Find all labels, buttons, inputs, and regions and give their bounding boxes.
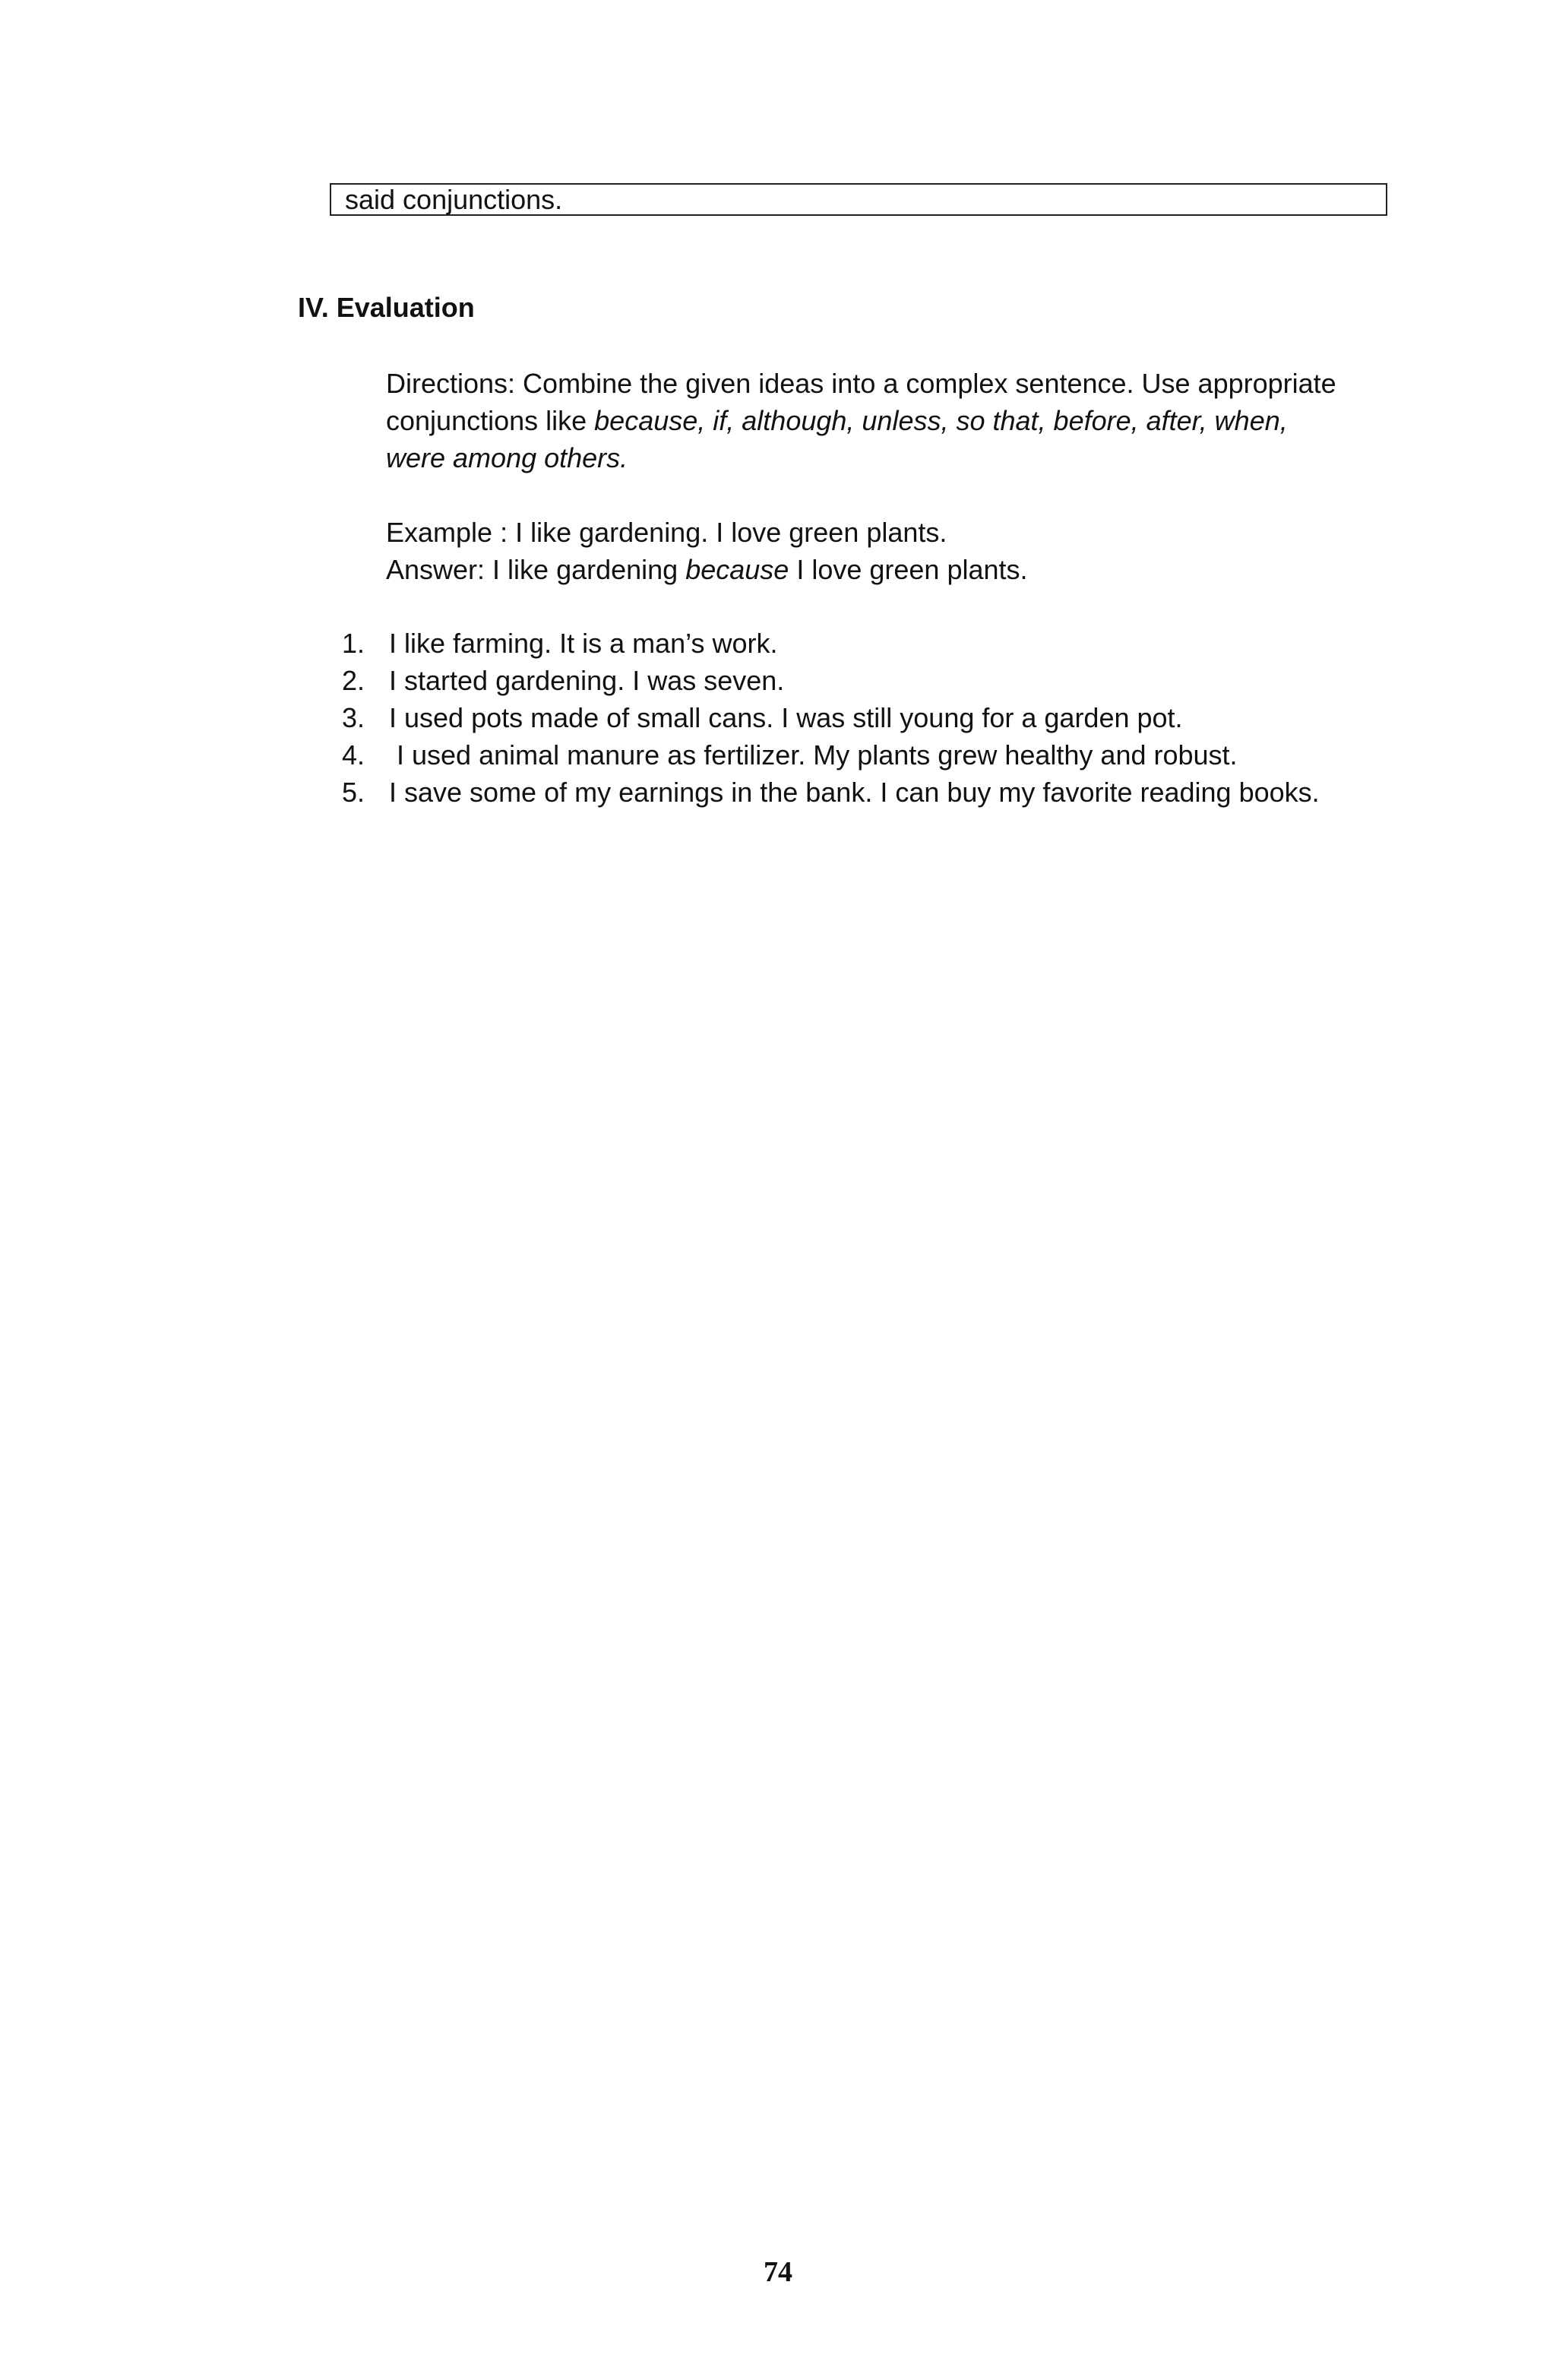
carryover-text-box — [330, 183, 1387, 216]
answer-conjunction: because — [685, 554, 789, 585]
answer-after: I love green plants. — [789, 554, 1028, 585]
list-item — [342, 699, 1320, 736]
item-number: 1. — [342, 628, 365, 659]
list-item — [342, 662, 1320, 699]
directions-line-3: were among others. — [386, 442, 628, 473]
directions-line-2 — [386, 402, 1374, 439]
item-text: I used animal manure as fertilizer. My plants grew healthy and robust. — [389, 739, 1238, 771]
directions-paragraph — [386, 365, 1374, 476]
carryover-text: said conjunctions. — [345, 184, 563, 215]
directions-line-2-plain: conjunctions like — [386, 405, 595, 436]
section-heading: IV. Evaluation — [298, 292, 475, 323]
answer-before: Answer: I like gardening — [386, 554, 686, 585]
item-number: 2. — [342, 665, 365, 696]
item-text: I like farming. It is a man’s work. — [389, 628, 778, 659]
item-number: 3. — [342, 702, 365, 733]
directions-line-1: Directions: Combine the given ideas into a complex sentence. Use appropriate — [386, 368, 1336, 399]
item-text: I started gardening. I was seven. — [389, 665, 785, 696]
list-item — [342, 774, 1320, 811]
item-text: I used pots made of small cans. I was still young for a garden pot. — [389, 702, 1183, 733]
item-number: 5. — [342, 777, 365, 808]
directions-conjunction-list: because, if, although, unless, so that, before, after, when, — [594, 405, 1288, 436]
example-block — [386, 514, 1028, 588]
item-text: I save some of my earnings in the bank. I can buy my favorite reading books. — [389, 777, 1320, 808]
evaluation-items-list — [342, 625, 1320, 811]
page-number: 74 — [764, 2256, 792, 2288]
list-item — [342, 625, 1320, 662]
list-item — [342, 736, 1320, 774]
example-line: Example : I like gardening. I love green plants. — [386, 517, 947, 548]
answer-line — [386, 551, 1028, 588]
item-number: 4. — [342, 739, 365, 771]
